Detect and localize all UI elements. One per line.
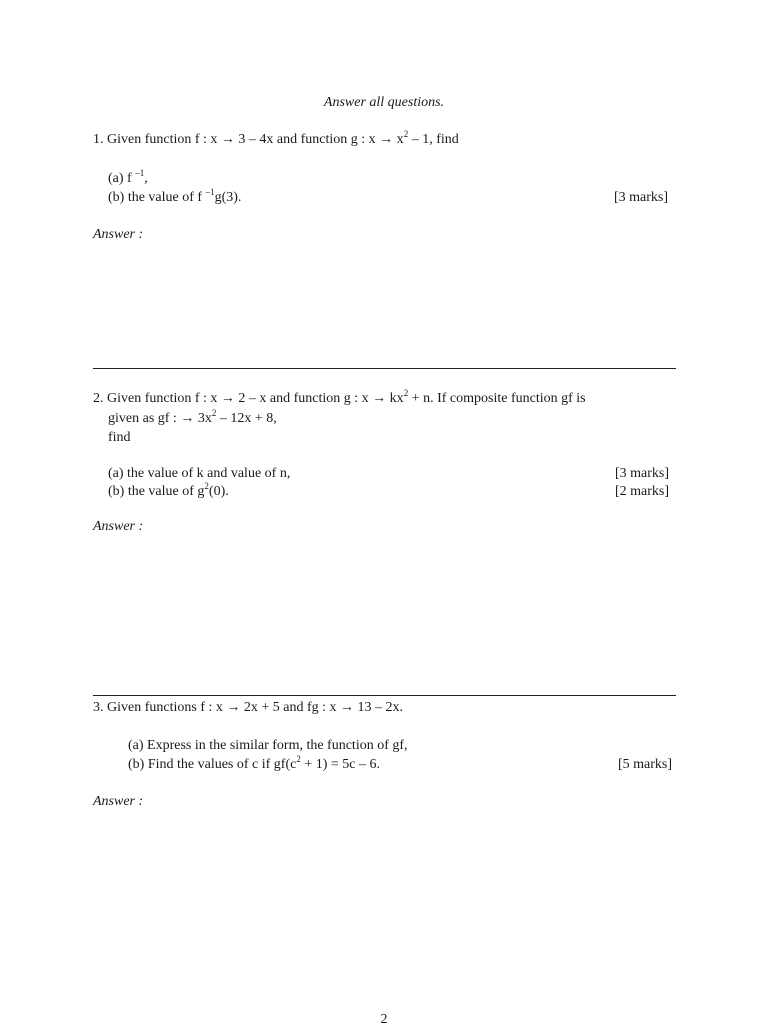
question-number: 3. [93,700,104,715]
question-3-stem: 3. Given functions f : x → 2x + 5 and fg : x → 13 – 2x. [93,700,404,715]
question-2-part-b: (b) the value of $g^2(0)$. [108,481,229,499]
divider-line [93,695,676,696]
question-number: 2. [93,391,104,406]
question-1-stem: 1. Given function f : x → 3 – 4x and function g : $x \to x^2 - 1$, find [93,129,459,147]
marks-label: [3 marks] [614,466,669,481]
question-1-part-b: (b) the value of f $^{-1}$g(3). [108,187,242,205]
answer-label: Answer : [93,227,144,242]
instructions-heading: Answer all questions. [323,95,445,110]
question-2-stem-line-1: 2. Given function f : x → 2 – x and function g : $x \to kx^2 + n$. If composite function gf is [93,388,586,406]
question-number: 1. [93,132,104,147]
question-3-part-b: (b) Find the values of c if $gf(c^2 + 1) = 5c - 6$. [128,754,381,772]
answer-label: Answer : [93,519,144,534]
page-number: 2 [380,1012,388,1027]
answer-label: Answer : [93,794,144,809]
marks-label: [2 marks] [614,484,669,499]
question-2-stem-line-3: find [108,430,131,445]
marks-label: [3 marks] [613,190,668,205]
marks-label: [5 marks] [617,757,672,772]
question-2-part-a: (a) the value of k and value of n, [108,466,291,481]
divider-line [93,368,676,369]
question-2-stem-line-2: given as gf : → $3x^2 - 12x + 8$, [108,408,277,426]
question-3-part-a: (a) Express in the similar form, the function of gf, [128,738,408,753]
question-1-part-a: (a) f $^{-1}$, [108,168,148,186]
